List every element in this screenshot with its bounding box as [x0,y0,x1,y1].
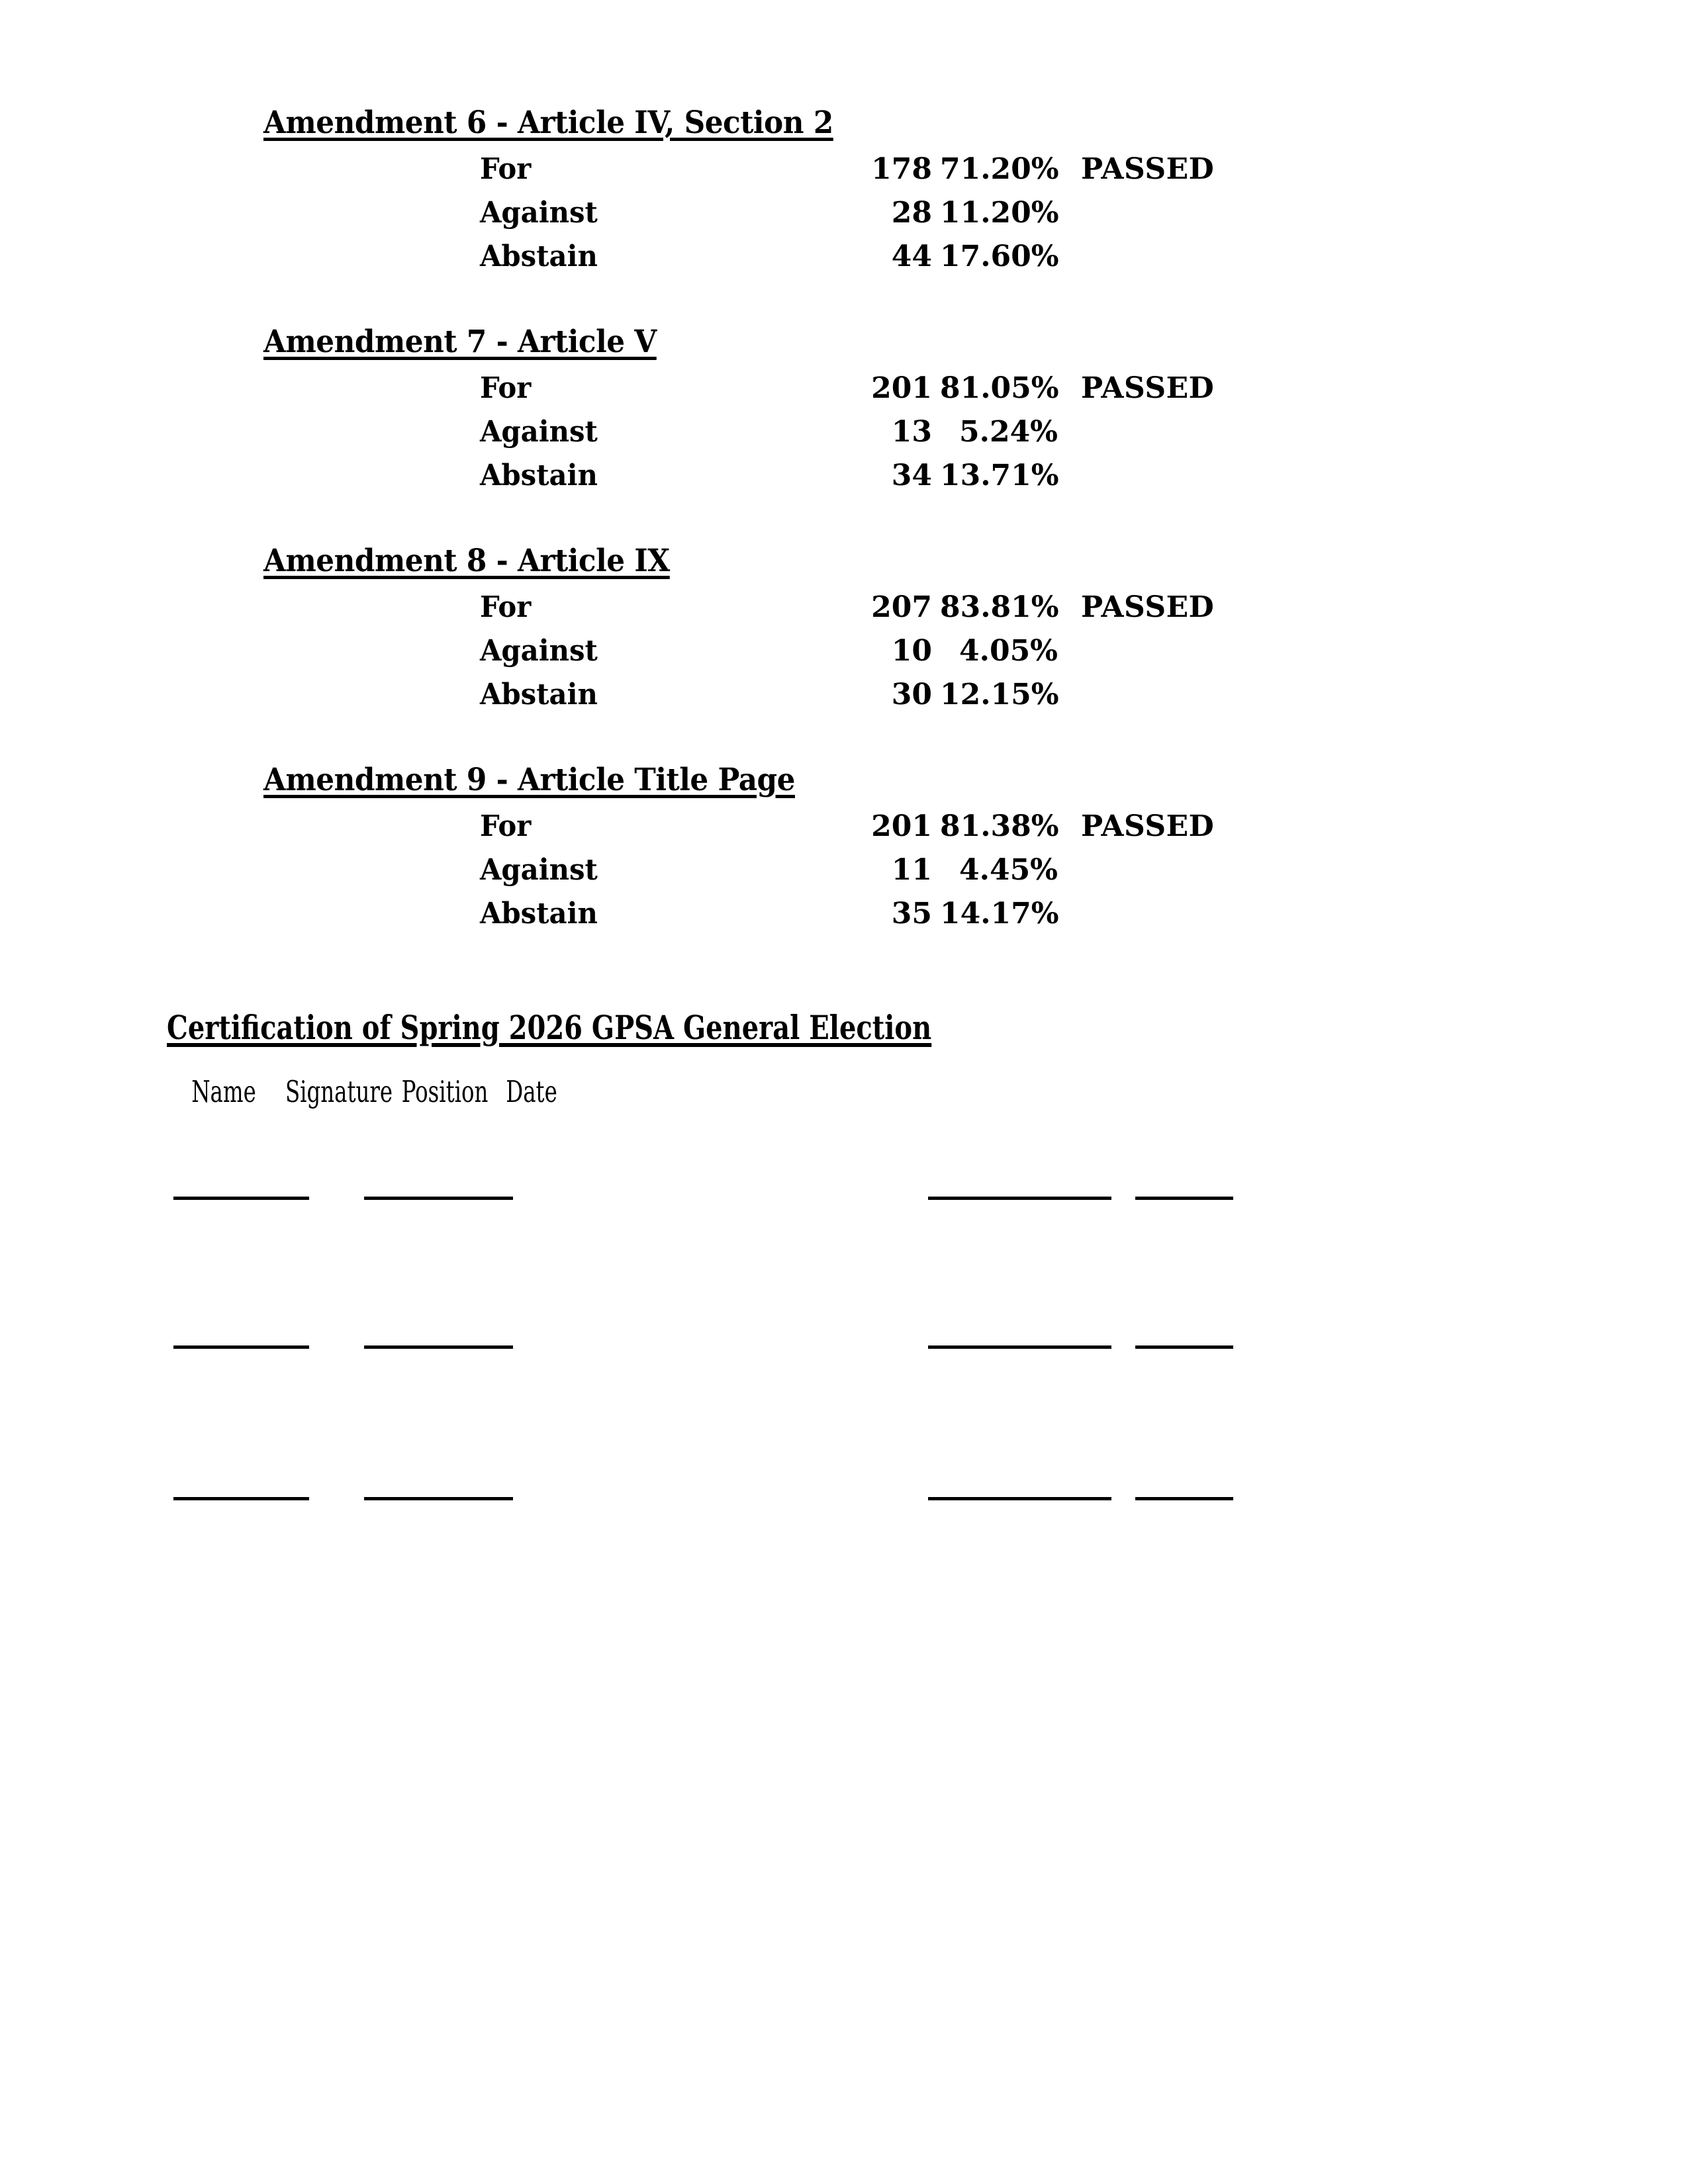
column-header-position: Position [401,1074,489,1109]
amendment-heading: Amendment 6 - Article IV, Section 2 [263,105,833,141]
vote-row [0,805,1688,848]
vote-row [0,586,1688,629]
certification-heading: Certification of Spring 2026 GPSA General Election [167,1008,932,1047]
vote-row [0,191,1688,235]
vote-label: Abstain [480,459,598,492]
signature-row [0,1345,1688,1349]
vote-count: 30 [891,678,932,711]
column-header-name: Name [191,1074,256,1109]
vote-row [0,454,1688,498]
vote-percent: 4.05% [959,634,1058,668]
vote-count: 11 [891,853,932,887]
vote-percent: 71.20% [940,152,1059,186]
vote-rows [0,367,1688,498]
vote-label: Abstain [480,240,598,273]
vote-label: For [480,371,532,405]
vote-label: Abstain [480,678,598,711]
vote-label: For [480,152,532,186]
signature-line-date[interactable] [1135,1345,1233,1349]
vote-count: 44 [891,240,932,273]
vote-label: For [480,590,532,624]
vote-percent: 13.71% [940,459,1059,492]
vote-count: 13 [891,415,932,449]
vote-row [0,148,1688,191]
signature-line-date[interactable] [1135,1197,1233,1200]
vote-rows [0,586,1688,717]
column-header-signature: Signature [285,1074,393,1109]
vote-percent: 81.05% [940,371,1059,405]
amendment-block [0,322,1688,498]
vote-count: 35 [891,897,932,931]
vote-count: 34 [891,459,932,492]
vote-label: Against [480,853,598,887]
amendment-heading: Amendment 7 - Article V [263,324,657,360]
signature-row [0,1197,1688,1201]
vote-row [0,892,1688,936]
signature-line-date[interactable] [1135,1497,1233,1500]
vote-label: For [480,809,532,843]
vote-status-badge: PASSED [1081,371,1215,405]
vote-label: Against [480,415,598,449]
amendment-block [0,103,1688,279]
vote-row [0,629,1688,673]
vote-percent: 14.17% [940,897,1059,931]
vote-percent: 4.45% [959,853,1058,887]
vote-status-badge: PASSED [1081,590,1215,624]
vote-label: Abstain [480,897,598,931]
vote-row [0,848,1688,892]
vote-count: 10 [891,634,932,668]
vote-count: 201 [871,371,932,405]
vote-row [0,367,1688,410]
vote-row [0,673,1688,717]
signature-line-signature[interactable] [364,1497,513,1500]
signature-column-headers [0,1072,1688,1112]
vote-percent: 17.60% [940,240,1059,273]
signature-line-signature[interactable] [364,1345,513,1349]
signature-line-position[interactable] [928,1497,1111,1500]
vote-row [0,410,1688,454]
vote-count: 201 [871,809,932,843]
amendment-heading: Amendment 9 - Article Title Page [263,762,795,798]
vote-percent: 83.81% [940,590,1059,624]
vote-rows [0,805,1688,936]
vote-count: 28 [891,196,932,230]
vote-percent: 11.20% [940,196,1059,230]
signature-row [0,1497,1688,1501]
amendment-block [0,760,1688,936]
signature-line-name[interactable] [173,1345,309,1349]
amendment-block [0,541,1688,717]
vote-percent: 5.24% [959,415,1058,449]
vote-rows [0,148,1688,279]
vote-count: 207 [871,590,932,624]
vote-label: Against [480,196,598,230]
column-header-date: Date [506,1074,557,1109]
signature-line-signature[interactable] [364,1197,513,1200]
vote-row [0,235,1688,279]
signature-line-position[interactable] [928,1345,1111,1349]
vote-percent: 81.38% [940,809,1059,843]
vote-label: Against [480,634,598,668]
vote-status-badge: PASSED [1081,809,1215,843]
signature-line-position[interactable] [928,1197,1111,1200]
signature-line-name[interactable] [173,1497,309,1500]
vote-percent: 12.15% [940,678,1059,711]
vote-status-badge: PASSED [1081,152,1215,186]
amendment-results-section [0,103,1688,979]
signature-line-name[interactable] [173,1197,309,1200]
amendment-heading: Amendment 8 - Article IX [263,543,670,579]
vote-count: 178 [871,152,932,186]
